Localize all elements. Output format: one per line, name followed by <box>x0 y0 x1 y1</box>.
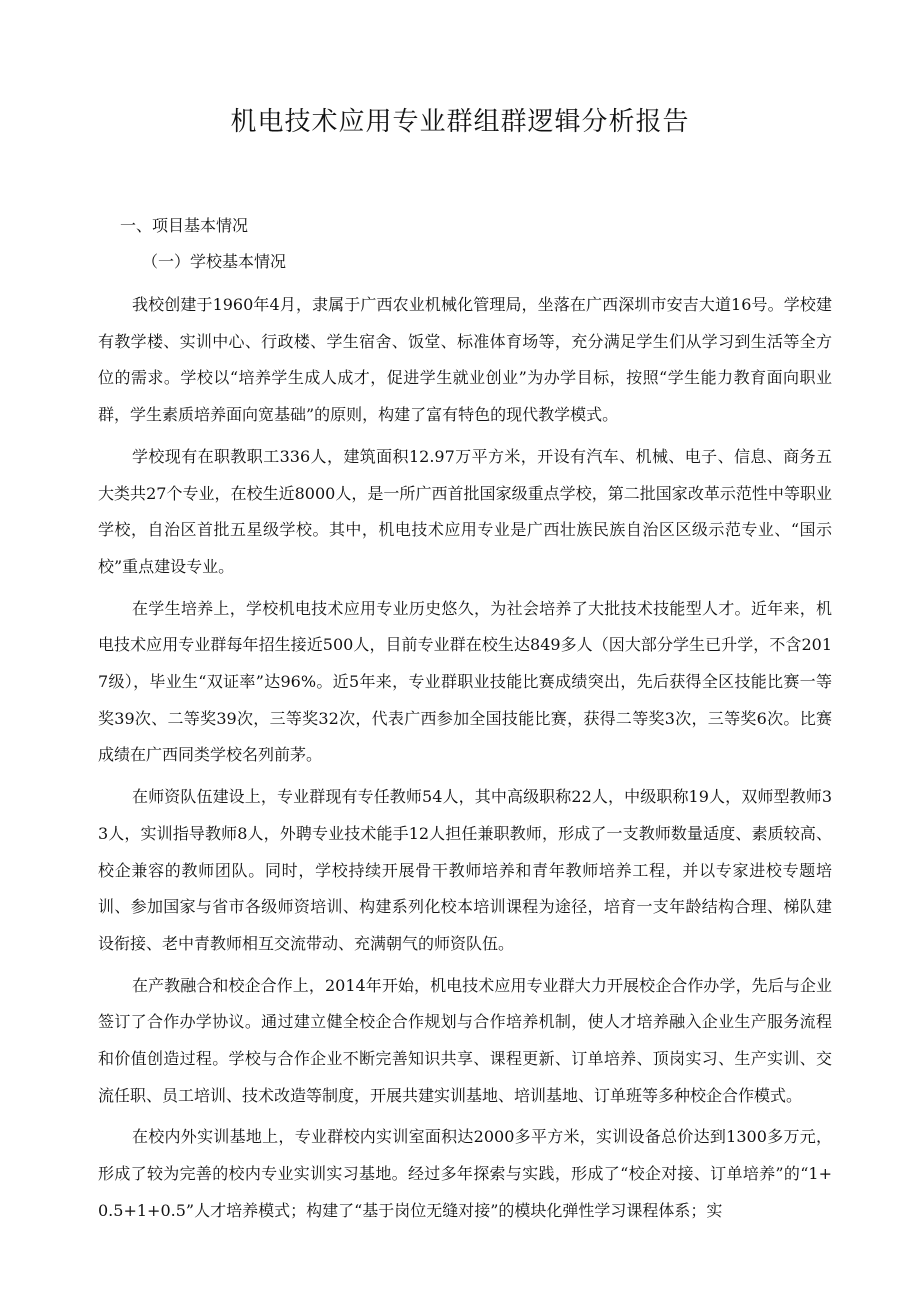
subsection-heading: （一）学校基本情况 <box>142 252 287 271</box>
paragraph-school-scale: 学校现有在职教职工336人，建筑面积12.97万平方米，开设有汽车、机械、电子、信息、商务五大类共27个专业，在校生近8000人，是一所广西首批国家级重点学校，第二批国家改革示范性中等职业学校，自治区首批五星级学校。其中，机电技术应用专业是广西壮族民族自治区区级示范专业、“国示校”重点建设专业。 <box>98 446 832 576</box>
paragraph-teaching-staff: 在师资队伍建设上，专业群现有专任教师54人，其中高级职称22人，中级职称19人，双师型教师33人，实训指导教师8人，外聘专业技术能手12人担任兼职教师，形成了一支教师数量适度、素质较高、校企兼容的教师团队。同时，学校持续开展骨干教师培养和青年教师培养工程，并以专家进校专题培训、参加国家与省市各级师资培训、构建系列化校本培训课程为途径，培育一支年龄结构合理、梯队建设衔接、老中青教师相互交流带动、充满朝气的师资队伍。 <box>98 787 832 953</box>
paragraph-school-overview: 我校创建于1960年4月，隶属于广西农业机械化管理局，坐落在广西深圳市安吉大道16号。学校建有教学楼、实训中心、行政楼、学生宿舍、饭堂、标准体育场等，充分满足学生们从学习到生活等全方位的需求。学校以“培养学生成人成才，促进学生就业创业”为办学目标，按照“学生能力教育面向职业群，学生素质培养面向宽基础”的原则，构建了富有特色的现代教学模式。 <box>98 295 832 425</box>
paragraph-training-bases: 在校内外实训基地上，专业群校内实训室面积达2000多平方米，实训设备总价达到1300多万元，形成了较为完善的校内专业实训实习基地。经过多年探索与实践，形成了“校企对接、订单培养”的“1+0.5+1+0.5”人才培养模式；构建了“基于岗位无缝对接”的模块化弹性学习课程体系；实 <box>98 1127 832 1220</box>
paragraph-student-training: 在学生培养上，学校机电技术应用专业历史悠久，为社会培养了大批技术技能型人才。近年来，机电技术应用专业群每年招生接近500人，目前专业群在校生达849多人（因大部分学生已升学，不含2017级），毕业生“双证率”达96%。近5年来，专业群职业技能比赛成绩突出，先后获得全区技能比赛一等奖39次、二等奖39次，三等奖32次，代表广西参加全国技能比赛，获得二等奖3次，三等奖6次。比赛成绩在广西同类学校名列前茅。 <box>98 598 832 765</box>
document-body <box>98 208 832 1235</box>
paragraph-industry-cooperation: 在产教融合和校企合作上，2014年开始，机电技术应用专业群大力开展校企合作办学，先后与企业签订了合作办学协议。通过建立健全校企合作规划与合作培养机制，使人才培养融入企业生产服务流程和价值创造过程。学校与合作企业不断完善知识共享、课程更新、订单培养、顶岗实习、生产实训、交流任职、员工培训、技术改造等制度，开展共建实训基地、培训基地、订单班等多种校企合作模式。 <box>98 975 832 1105</box>
section-heading: 一、项目基本情况 <box>120 216 249 235</box>
document-title: 机电技术应用专业群组群逻辑分析报告 <box>230 107 690 137</box>
